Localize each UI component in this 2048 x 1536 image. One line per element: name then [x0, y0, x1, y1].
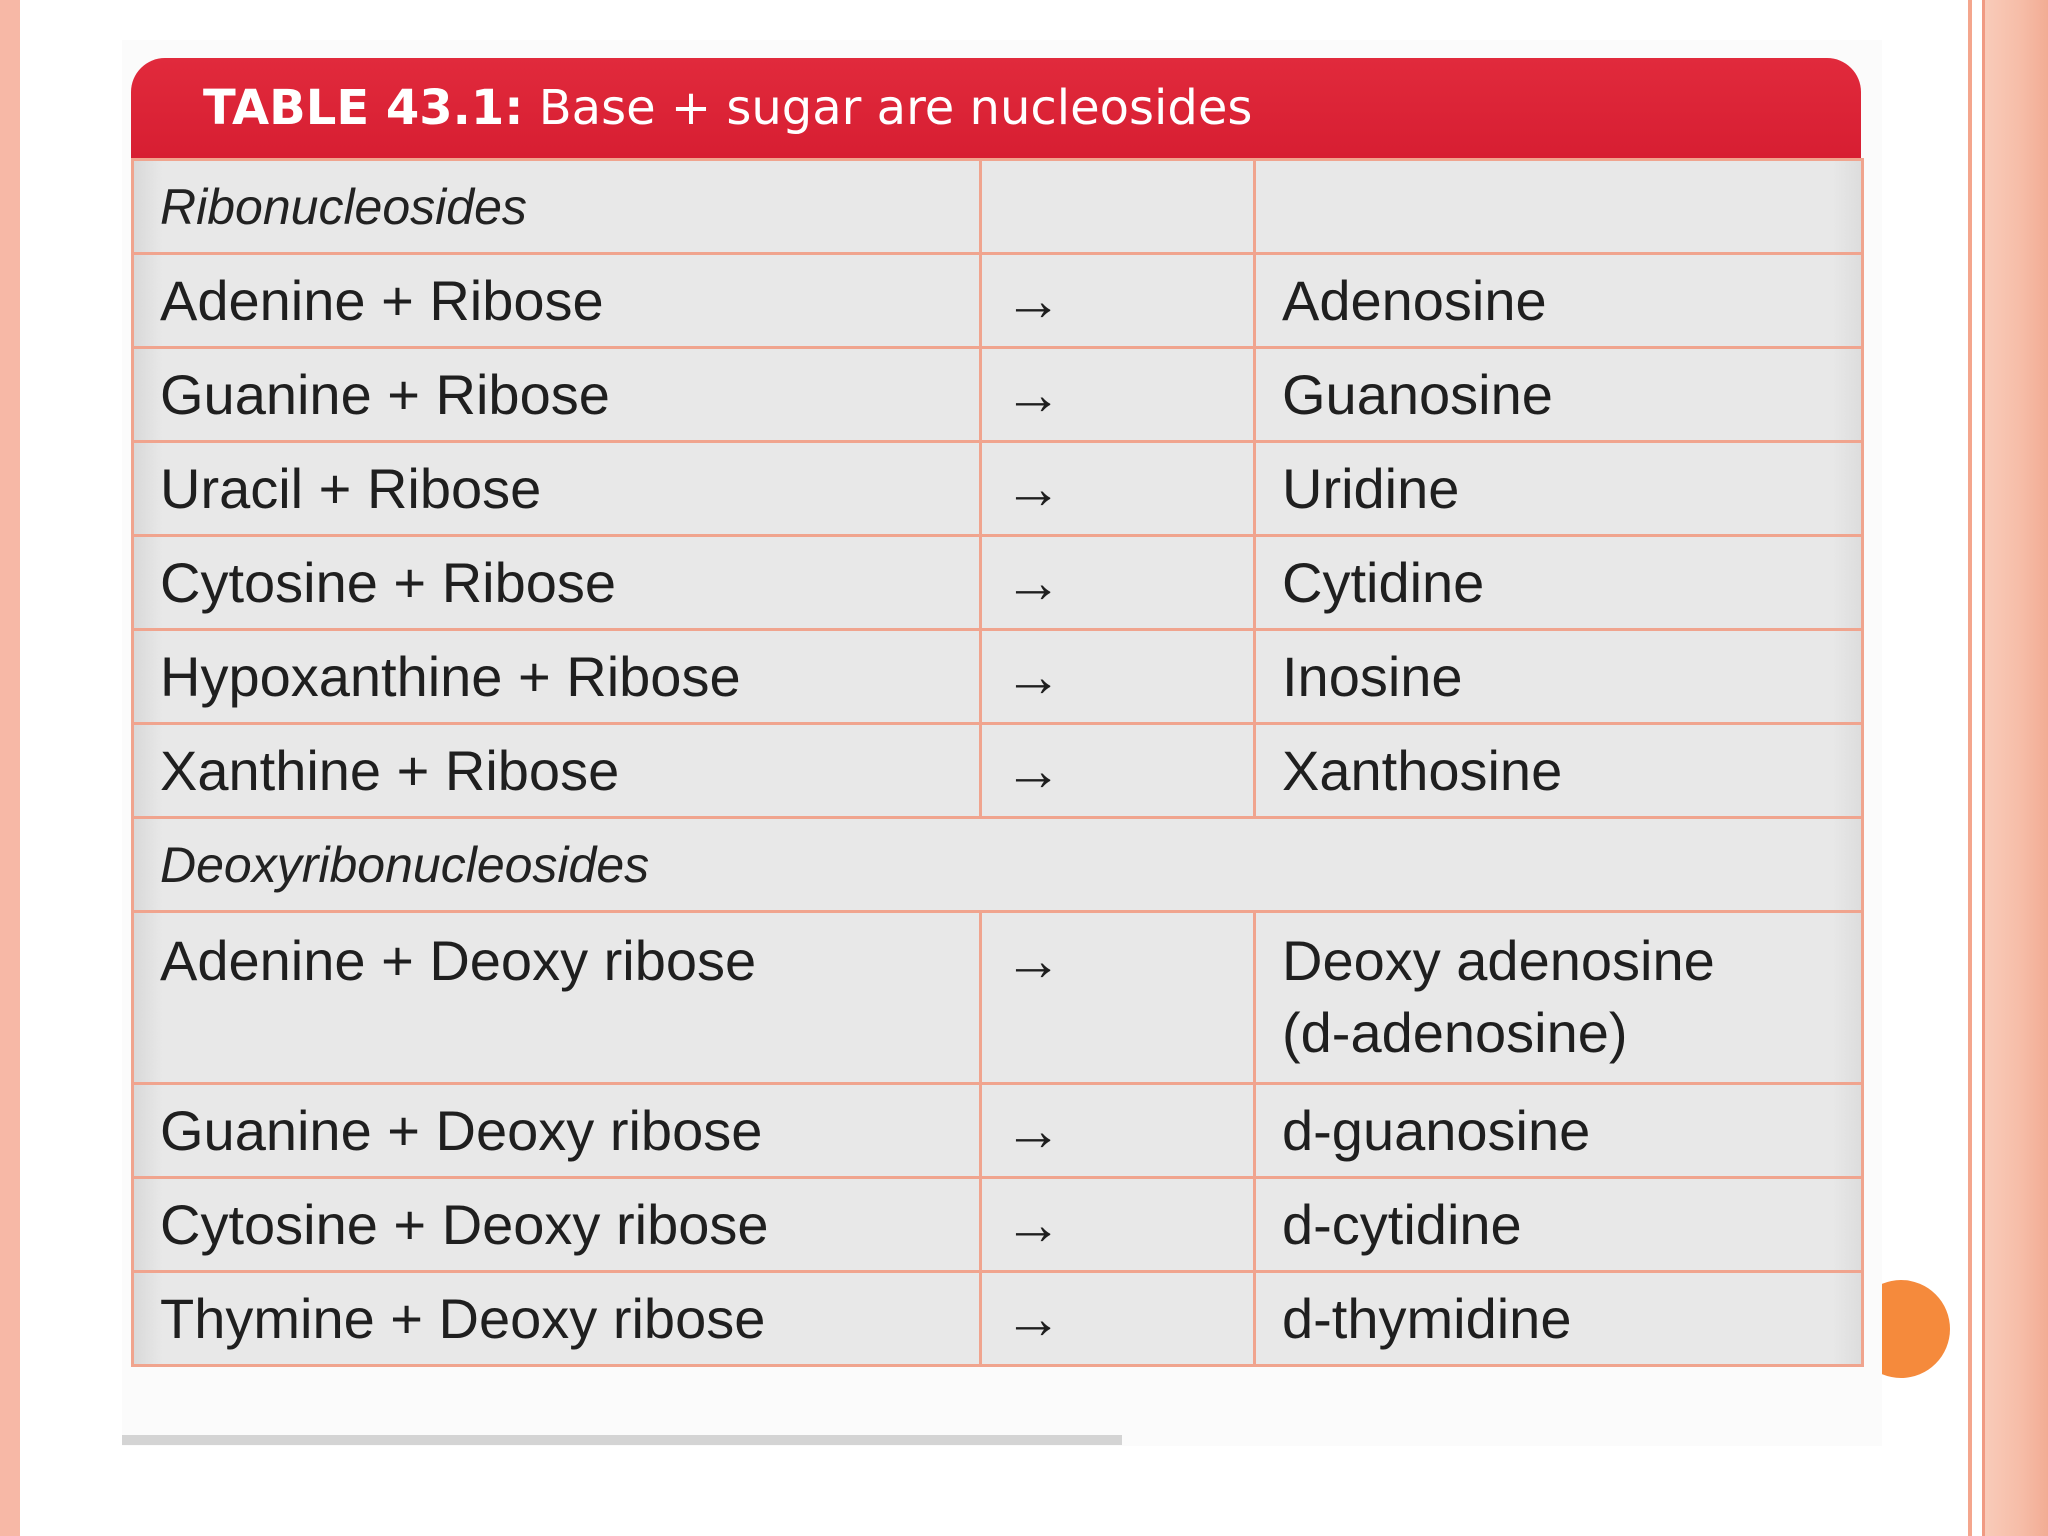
reactants-cell: Cytosine + Ribose	[133, 536, 981, 630]
table-grid	[131, 158, 1864, 1367]
empty-cell	[1255, 160, 1863, 254]
product-cell: d-guanosine	[1255, 1084, 1863, 1178]
left-decor-bar	[0, 0, 20, 1536]
table-row	[133, 348, 1863, 442]
table-row	[133, 630, 1863, 724]
empty-cell	[981, 160, 1255, 254]
arrow-icon: →	[981, 442, 1255, 536]
arrow-icon: →	[981, 1178, 1255, 1272]
table-title-text: Base + sugar are nucleosides	[523, 80, 1253, 136]
table-row	[133, 912, 1863, 1084]
product-cell: Inosine	[1255, 630, 1863, 724]
arrow-icon: →	[981, 1272, 1255, 1366]
arrow-icon: →	[981, 254, 1255, 348]
arrow-icon: →	[981, 348, 1255, 442]
product-cell: d-thymidine	[1255, 1272, 1863, 1366]
section-label: Ribonucleosides	[133, 160, 981, 254]
table-row	[133, 254, 1863, 348]
product-cell: Cytidine	[1255, 536, 1863, 630]
reactants-cell: Hypoxanthine + Ribose	[133, 630, 981, 724]
table-row	[133, 1178, 1863, 1272]
image-edge-shadow	[122, 1435, 1122, 1445]
arrow-icon: →	[981, 724, 1255, 818]
section-row-ribonucleosides	[133, 160, 1863, 254]
product-line-2: (d-adenosine)	[1282, 1001, 1628, 1064]
product-line-1: Deoxy adenosine	[1282, 929, 1715, 992]
table-row	[133, 442, 1863, 536]
table-row	[133, 536, 1863, 630]
reactants-cell: Adenine + Deoxy ribose	[133, 912, 981, 1084]
arrow-icon: →	[981, 536, 1255, 630]
product-cell: Guanosine	[1255, 348, 1863, 442]
arrow-icon: →	[981, 630, 1255, 724]
product-cell: Xanthosine	[1255, 724, 1863, 818]
reactants-cell: Xanthine + Ribose	[133, 724, 981, 818]
reactants-cell: Cytosine + Deoxy ribose	[133, 1178, 981, 1272]
arrow-icon: →	[981, 1084, 1255, 1178]
table-title	[131, 58, 1861, 158]
table-row	[133, 1272, 1863, 1366]
reactants-cell: Guanine + Deoxy ribose	[133, 1084, 981, 1178]
right-decor-stripes	[1960, 0, 2048, 1536]
table-row	[133, 1084, 1863, 1178]
reactants-cell: Uracil + Ribose	[133, 442, 981, 536]
reactants-cell: Adenine + Ribose	[133, 254, 981, 348]
product-cell	[1255, 912, 1863, 1084]
nucleoside-table	[131, 58, 1861, 1367]
product-cell: d-cytidine	[1255, 1178, 1863, 1272]
reactants-cell: Guanine + Ribose	[133, 348, 981, 442]
reactants-cell: Thymine + Deoxy ribose	[133, 1272, 981, 1366]
section-row-deoxyribonucleosides	[133, 818, 1863, 912]
table-title-number: TABLE 43.1:	[203, 80, 524, 136]
arrow-icon: →	[981, 912, 1255, 1084]
section-label: Deoxyribonucleosides	[133, 818, 1863, 912]
table-row	[133, 724, 1863, 818]
product-cell: Uridine	[1255, 442, 1863, 536]
product-cell: Adenosine	[1255, 254, 1863, 348]
